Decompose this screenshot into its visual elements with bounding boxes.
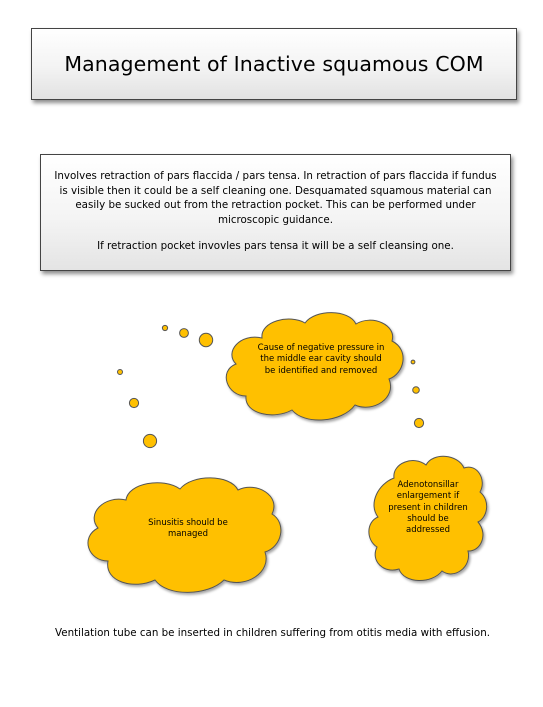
cloud-left-text: Sinusitis should be managed: [148, 518, 228, 540]
cloud-top-text: Cause of negative pressure in the middle ear cavity should be identified and removed: [257, 343, 385, 376]
thought-dot: [129, 398, 138, 407]
footer-note: Ventilation tube can be inserted in children suffering from otitis media with effusion.: [55, 627, 491, 639]
thought-dot: [162, 325, 167, 330]
description-paragraph-2: If retraction pocket invovles pars tensa it will be a self cleansing one.: [97, 240, 454, 253]
description-paragraph-1: Involves retraction of pars flaccida / pars tensa. In retraction of pars flaccida if fundus is visible then it could be a self cleaning one. Desquamated squamous material can easily be sucked out from the retraction pocket. This can be performed under microscopic guidance.: [54, 170, 497, 226]
thought-dot: [180, 329, 189, 338]
thought-dot: [411, 360, 415, 364]
thought-dot: [199, 333, 212, 346]
thought-dot: [414, 418, 423, 427]
cloud-right-text: Adenotonsillar enlargement if present in children should be addressed: [388, 480, 468, 536]
thought-dot: [413, 387, 420, 394]
page-title: Management of Inactive squamous COM: [64, 52, 484, 76]
thought-dot: [143, 434, 156, 447]
thought-dot: [118, 370, 123, 375]
